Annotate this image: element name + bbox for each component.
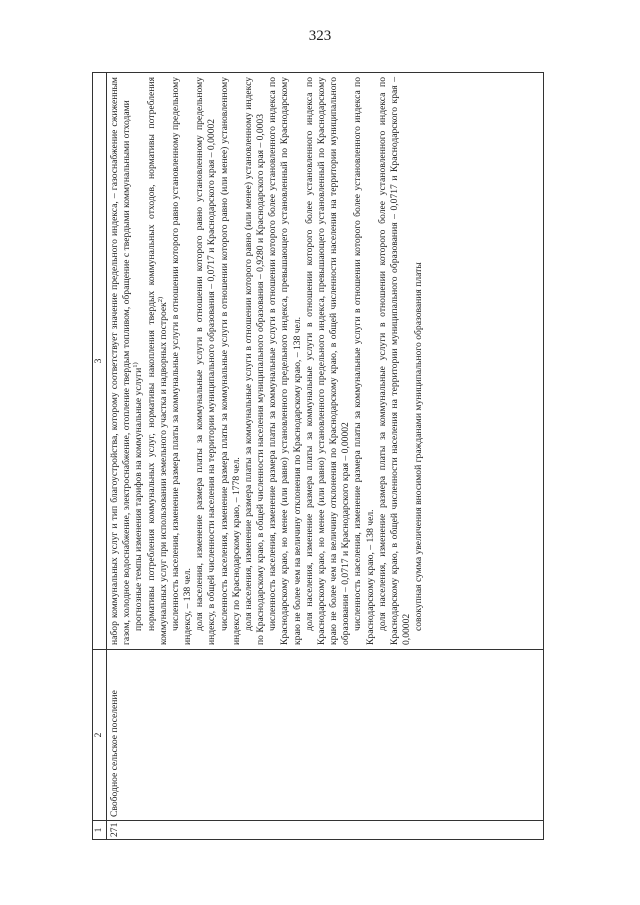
description-paragraph: численность населения, изменение размера платы за коммунальные услуги в отношении которого более установленного индекса по Краснодарскому краю, но менее (или равно) установленного предельного индекса, превышающего установленный по Краснодарскому краю не более чем на величину отклонения по Краснодарскому краю, – 138 чел. — [267, 77, 303, 645]
rotated-table — [92, 72, 544, 840]
page-number: 323 — [308, 28, 332, 44]
description-paragraph: доля населения, изменение размера платы за коммунальные услуги в отношении которого более установленного индекса по Краснодарскому краю, в общей численности населения на территории муниципального образования – 0,0717 и Краснодарского края – 0,00002 — [376, 77, 413, 645]
settlement-name: Свободное сельское поселение — [107, 650, 544, 821]
description-paragraph: численность населения, изменение размера платы за коммунальные услуги в отношении которого равно установленному предельному индексу, – 138 чел. — [169, 77, 194, 645]
description-paragraph: доля населения, изменение размера платы за коммунальные услуги в отношении которого равно установленному предельному индексу, в общей численности населения на территории муниципального образования – 0,0717 и Краснодарского края – 0,00002 — [194, 77, 218, 645]
row-description — [107, 73, 544, 650]
description-paragraph: доля населения, изменение размера платы за коммунальные услуги в отношении которого более установленного индекса по Краснодарскому краю, но менее (или равно) установленного предельного индекса, превышающего установленный по Краснодарскому краю не более чем на величину отклонения по Краснодарскому краю, в общей численности населения на территории муниципального образования – 0,0717 и Краснодарского края – 0,00002 — [303, 77, 352, 645]
description-paragraph: доля населения, изменение размера платы за коммунальные услуги в отношении которого равно (или менее) установленному индексу по Краснодарскому краю, в общей численности населения муниципального образования – 0,9280 и Краснодарского края – 0,0003 — [242, 77, 267, 645]
data-table — [92, 72, 544, 840]
description-paragraph: совокупная сумма увеличения вносимой гражданами муниципального образования платы — [413, 262, 425, 631]
table-header-row — [93, 73, 107, 840]
description-paragraph: набор коммунальных услуг и тип благоустройства, которому соответствует значение предельного индекса, – газоснабжение сжиженным газом, холодное водоснабжение, электроснабжение, отопление твердым топливом, обращение с твердыми коммунальными отходами — [109, 77, 133, 645]
row-number: 271 — [107, 821, 544, 840]
description-paragraph: численность населения, изменение размера платы за коммунальные услуги в отношении которого более установленного индекса по Краснодарскому краю, – 138 чел. — [352, 77, 376, 645]
description-paragraph: нормативы потребления коммунальных услуг, нормативы накопления твердых коммунальных отходов, нормативы потребления коммунальных услуг при использовании земельного участка и надворных построек$^{2)}$ — [145, 77, 169, 645]
header-col-1: 1 — [93, 821, 107, 840]
footnote-mark: 1) — [132, 362, 140, 368]
header-col-2: 2 — [93, 650, 107, 821]
footnote-mark: 2) — [156, 296, 164, 303]
description-paragraph: прогнозные темпы изменения тарифов на коммунальные услуги$^{1)}$ — [132, 362, 145, 631]
table-row — [107, 73, 544, 840]
description-paragraph: численность населения, изменение размера платы за коммунальные услуги в отношении которого равно (или менее) установленному индексу по Краснодарскому краю, – 1778 чел. — [218, 77, 242, 645]
header-col-3: 3 — [93, 73, 107, 650]
